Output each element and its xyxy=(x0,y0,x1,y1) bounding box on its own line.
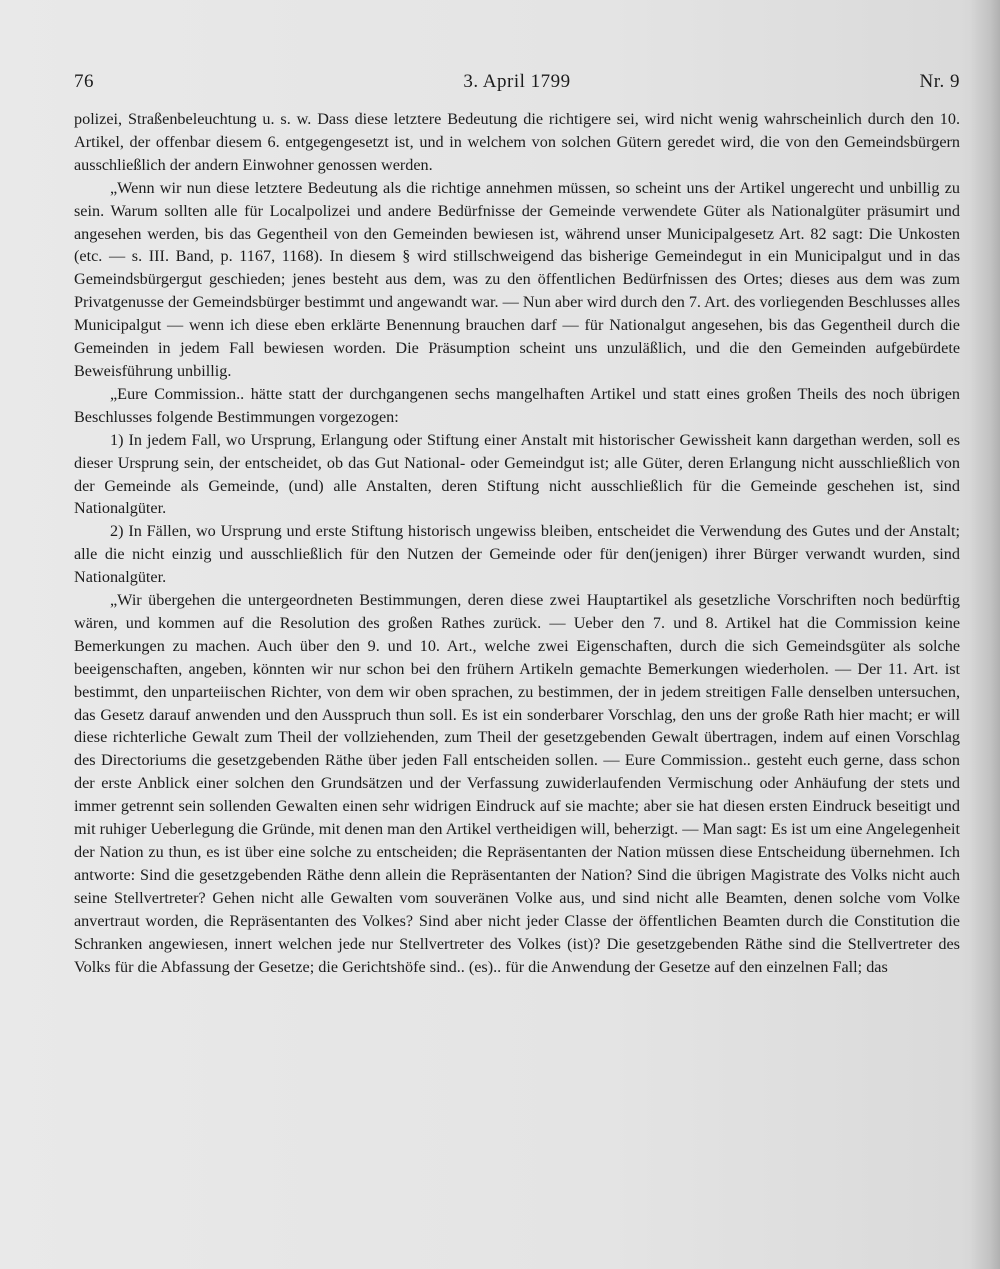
body-text xyxy=(74,108,960,978)
paragraph-continuation: polizei, Straßenbeleuchtung u. s. w. Dass diese letztere Bedeutung die richtigere sei, wird nicht wenig wahrscheinlich durch den 10. Artikel, der offenbar diesem 6. entgegengesetzt ist, und in welchem von solchen Gütern geredet wird, die von den Gemeindsbürgern ausschließlich der andern Einwohner genossen werden. xyxy=(74,110,960,174)
paragraph-commission-proposal: „Eure Commission.. hätte statt der durchgangenen sechs mangelhaften Artikel und statt eines großen Theils des noch übrigen Beschlusses folgende Bestimmungen vorgezogen: xyxy=(74,384,960,426)
running-header xyxy=(74,71,960,97)
page-edge-shadow xyxy=(970,0,1000,1269)
page-number: 76 xyxy=(74,71,94,92)
paragraph-provision-2: 2) In Fällen, wo Ursprung und erste Stiftung historisch ungewiss bleiben, entscheidet die Verwendung des Gutes und der Anstalt; alle die nicht einzig und ausschließlich für den Nutzen der Gemeinde oder für den(jenigen) ihrer Bürger verwandt wurden, sind Nationalgüter. xyxy=(74,522,960,587)
paragraph-resolution-discussion: „Wir übergehen die untergeordneten Bestimmungen, deren diese zwei Hauptartikel als gesetzliche Vorschriften noch bedürftig wären, und kommen auf die Resolution des großen Rathes zurück. — Ueber den 7. und 8. Artikel hat die Commission keine Bemerkungen zu machen. Auch über den 9. und 10. Art., welche zwei Eigenschaften, durch die sich Gemeindsgüter als solche beeigenschaften, angeben, könnten wir nur schon bei den frühern Artikeln gemachte Bemerkungen wiederholen. — Der 11. Art. ist bestimmt, den unparteiischen Richter, von dem wir oben sprachen, zu bestimmen, der in jedem streitigen Falle denselben untersuchen, das Gesetz darauf anwenden und den Ausspruch thun soll. Es ist ein sonderbarer Vorschlag, den uns der große Rath hier macht; er will diese richterliche Gewalt zum Theil der vollziehenden, zum Theil der gesetzgebenden Gewalt übertragen, indem auf einen Vorschlag des Directoriums die gesetzgebenden Räthe über jeden Fall entscheiden sollen. — Eure Commission.. gesteht euch gerne, dass schon der erste Anblick einer solchen den Grundsätzen und der Verfassung zuwiderlaufenden Vermischung oder Anhäufung der stets und immer getrennt sein sollenden Gewalten einen sehr widrigen Eindruck auf sie machte; aber sie hat diesen ersten Eindruck beseitigt und mit ruhiger Ueberlegung die Gründe, mit denen man den Artikel vertheidigen will, beherzigt. — Man sagt: Es ist um eine Angelegenheit der Nation zu thun, es ist über eine solche zu entscheiden; die Repräsentanten der Nation müssen diese Entscheidung übernehmen. Ich antworte: Sind die gesetzgebenden Räthe denn allein die Repräsentanten der Nation? Sind die übrigen Magistrate des Volks nicht auch seine Stellvertreter? Gehen nicht alle Gewalten vom souveränen Volke aus, und sind nicht alle Beamten, denen solche vom Volke anvertraut worden, die Repräsentanten des Volkes? Sind aber nicht jeder Classe der öffentlichen Beamten durch die Constitution die Schranken angewiesen, innert welchen jede nur Stellvertreter des Volkes (ist)? Die gesetzgebenden Räthe sind die Stellvertreter des Volks für die Abfassung der Gesetze; die Gerichtshöfe sind.. (es).. für die Anwendung der Gesetze auf den einzelnen Fall; das xyxy=(74,591,960,976)
paragraph-commission-argument: „Wenn wir nun diese letztere Bedeutung als die richtige annehmen müssen, so scheint uns der Artikel ungerecht und unbillig zu sein. Warum sollten alle für Localpolizei und andere Bedürfnisse der Gemeinde verwendete Güter als Nationalgüter präsumirt und angesehen werden, bis das Gegentheil von den Gemeinden bewiesen ist, während unser Municipalgesetz Art. 82 sagt: Die Unkosten (etc. — s. III. Band, p. 1167, 1168). In diesem § wird stillschweigend das bisherige Gemeindegut in ein Municipalgut und in das Gemeindsbürgergut geschieden; jenes besteht aus dem, was zu den öffentlichen Bedürfnissen des Ortes; dieses aus dem was zum Privatgenusse der Gemeindsbürger bestimmt und angewandt war. — Nun aber wird durch den 7. Art. des vorliegenden Beschlusses alles Municipalgut — wenn ich diese eben erklärte Benennung brauchen darf — für Nationalgut angesehen, bis das Gegentheil durch die Gemeinden in jedem Fall bewiesen worden. Die Präsumption scheint uns unzuläßlich, und die den Gemeinden aufgebürdete Beweisführung unbillig. xyxy=(74,178,960,380)
issue-number: Nr. 9 xyxy=(919,71,960,92)
header-date: 3. April 1799 xyxy=(463,71,571,92)
paragraph-provision-1: 1) In jedem Fall, wo Ursprung, Erlangung oder Stiftung einer Anstalt mit historischer Gewissheit kann dargethan werden, soll es dieser Ursprung sein, der entscheidet, ob das Gut National- oder Gemeindgut ist; alle Güter, deren Erlangung nicht ausschließlich von der Gemeinde als Gemeinde, (und) alle Anstalten, deren Stiftung nicht ausschließlich für die Gemeinde geschehen ist, sind Nationalgüter. xyxy=(74,430,960,518)
